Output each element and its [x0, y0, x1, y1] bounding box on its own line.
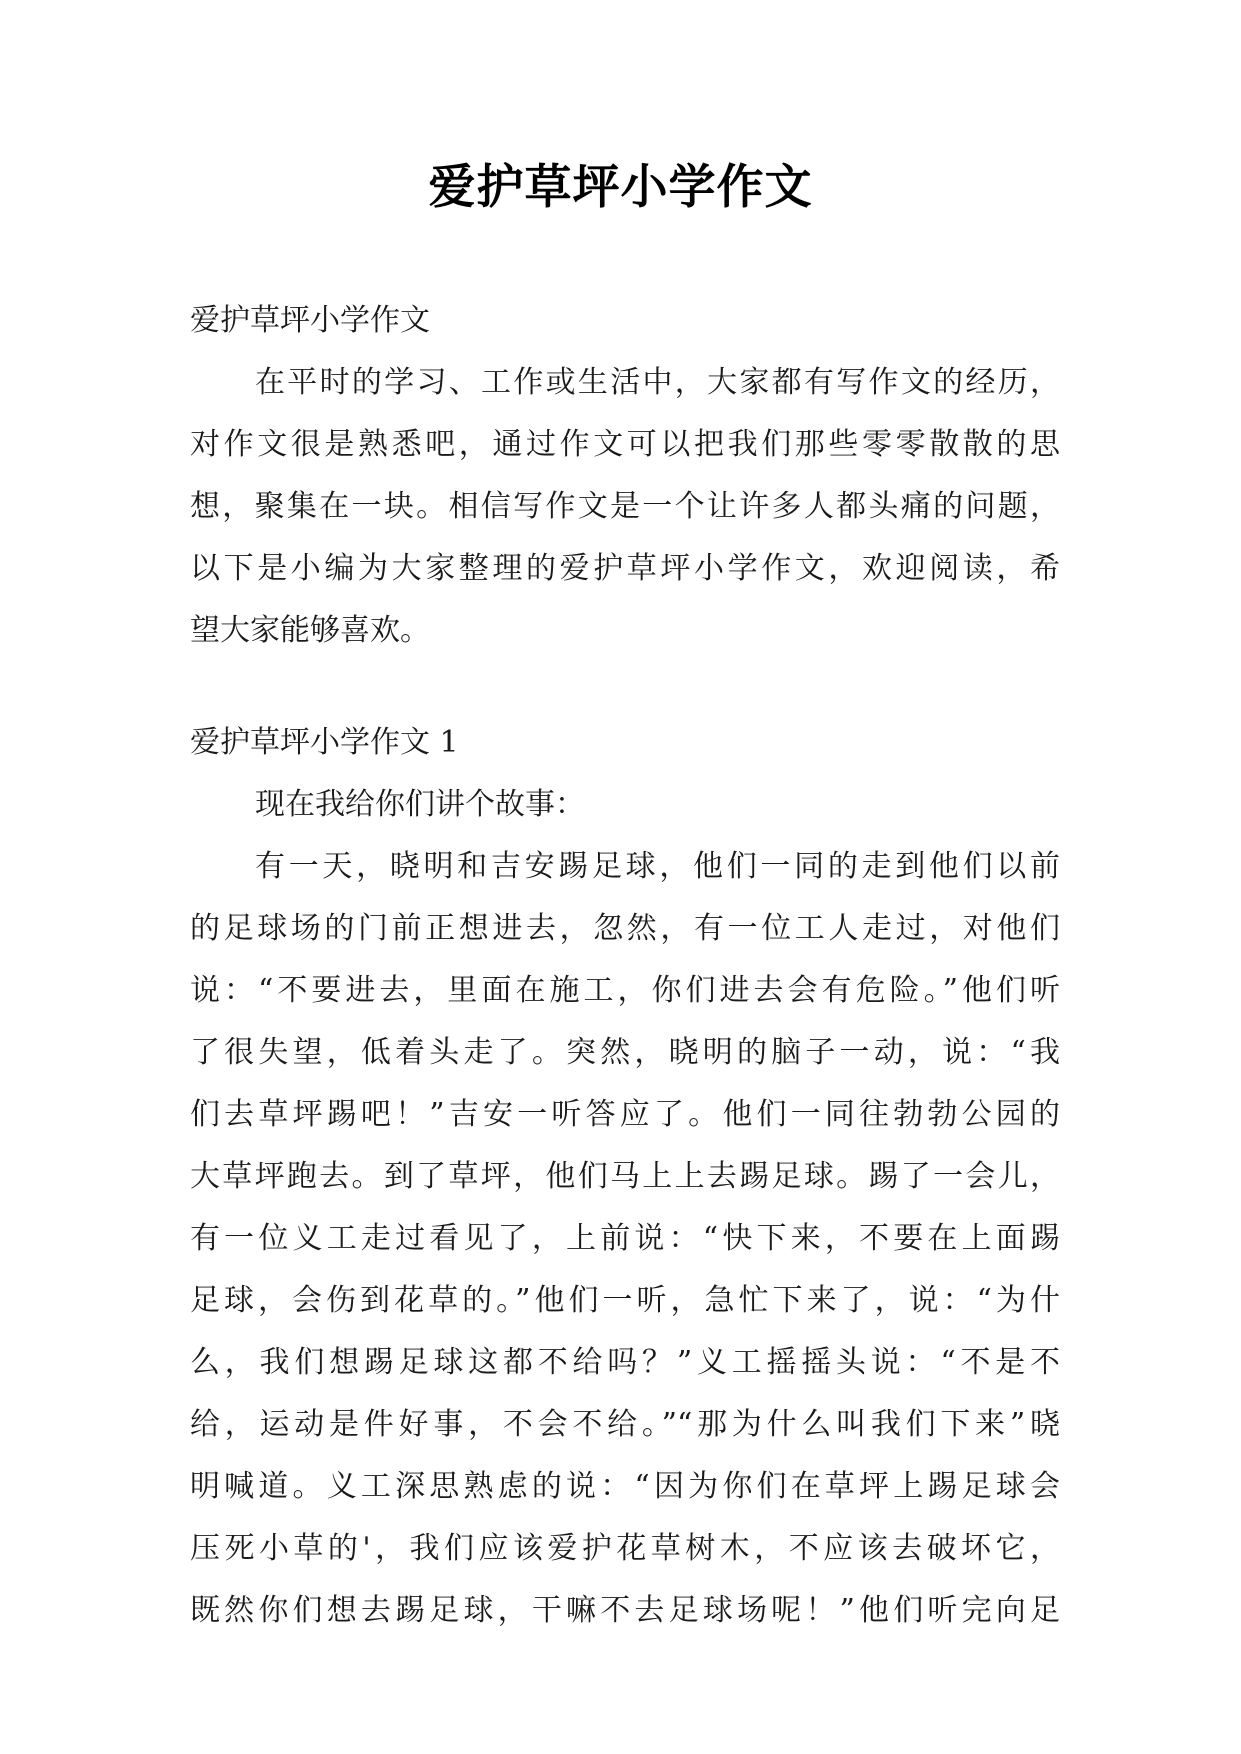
intro-line: 望大家能够喜欢。	[190, 613, 430, 648]
section-heading: 爱护草坪小学作文 1	[190, 725, 459, 760]
story-line: 足球，会伤到花草的。”他们一听，急忙下来了，说：“为什	[190, 1283, 1060, 1318]
story-line: 大草坪跑去。到了草坪，他们马上上去踢足球。踢了一会儿，	[190, 1159, 1060, 1194]
intro-line: 对作文很是熟悉吧，通过作文可以把我们那些零零散散的思	[190, 427, 1060, 462]
story-line: 说：“不要进去，里面在施工，你们进去会有危险。”他们听	[190, 973, 1060, 1008]
intro-line: 以下是小编为大家整理的爱护草坪小学作文，欢迎阅读，希	[190, 551, 1060, 586]
story-line: 给，运动是件好事，不会不给。”“那为什么叫我们下来”晓	[190, 1407, 1060, 1442]
section-spacer	[190, 662, 1060, 712]
story-line: 么，我们想踢足球这都不给吗？”义工摇摇头说：“不是不	[190, 1345, 1060, 1380]
story-line: 了很失望，低着头走了。突然，晓明的脑子一动，说：“我	[190, 1035, 1060, 1070]
intro-line: 在平时的学习、工作或生活中，大家都有写作文的经历，	[255, 365, 1060, 400]
story-line: 有一天，晓明和吉安踢足球，他们一同的走到他们以前	[255, 849, 1060, 884]
story-line: 们去草坪踢吧！”吉安一听答应了。他们一同往勃勃公园的	[190, 1097, 1060, 1132]
story-line: 的足球场的门前正想进去，忽然，有一位工人走过，对他们	[190, 911, 1060, 946]
intro-line: 想，聚集在一块。相信写作文是一个让许多人都头痛的问题，	[190, 489, 1060, 524]
story-line: 压死小草的'，我们应该爱护花草树木，不应该去破坏它，	[190, 1531, 1060, 1566]
document-title: 爱护草坪小学作文	[428, 160, 813, 215]
section-lead: 现在我给你们讲个故事：	[255, 787, 585, 822]
document-subtitle: 爱护草坪小学作文	[190, 303, 430, 338]
story-line: 有一位义工走过看见了，上前说：“快下来，不要在上面踢	[190, 1221, 1060, 1256]
document-body	[190, 290, 1060, 1642]
story-line: 明喊道。义工深思熟虑的说：“因为你们在草坪上踢足球会	[190, 1469, 1060, 1504]
story-line: 既然你们想去踢足球，干嘛不去足球场呢！”他们听完向足	[190, 1593, 1060, 1628]
